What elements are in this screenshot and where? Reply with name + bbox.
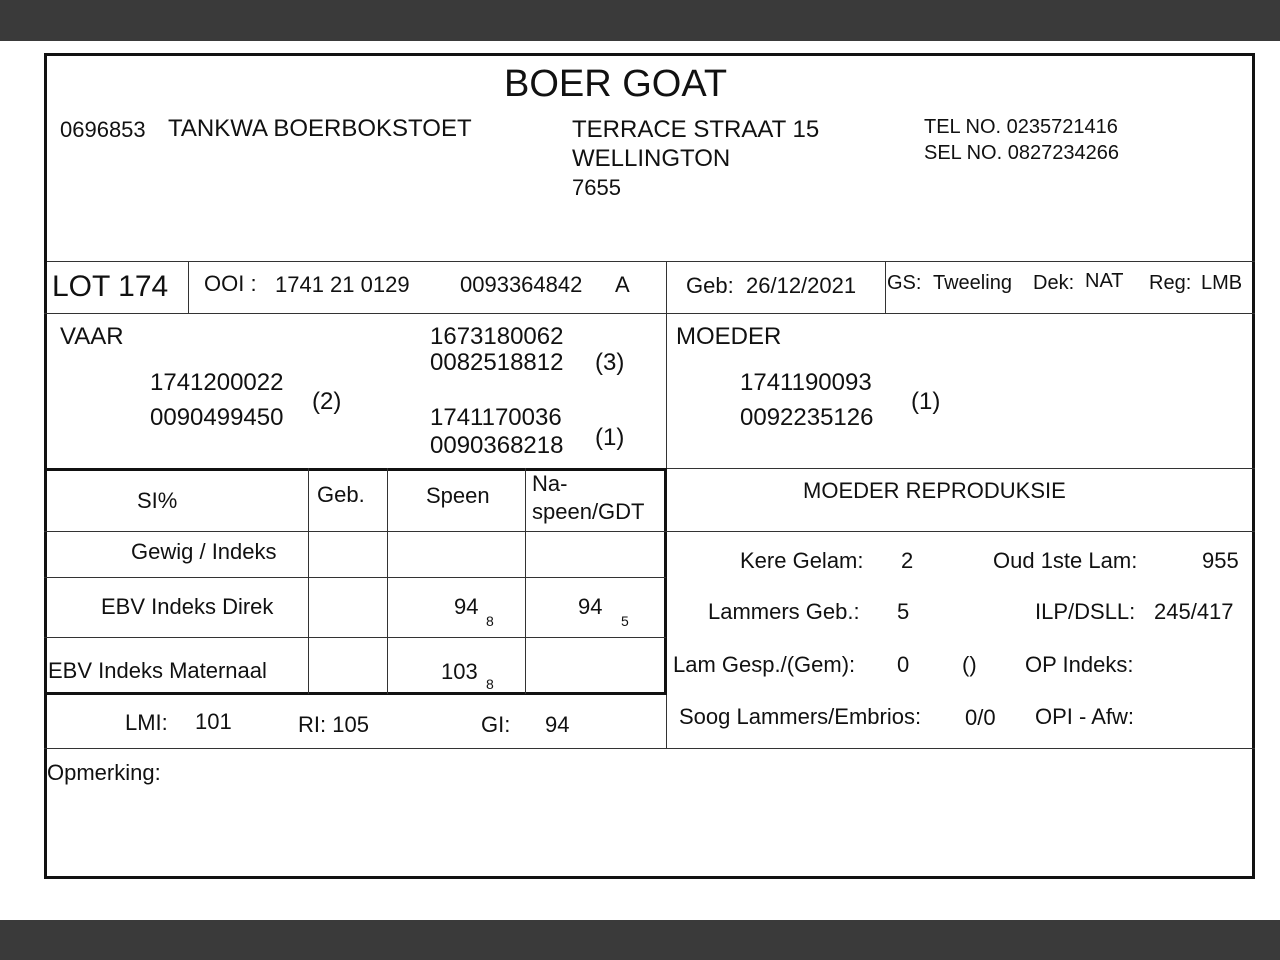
col-header-naspeen-line1: Na- [532,471,568,496]
breeder-address-line1: TERRACE STRAAT 15 [572,116,820,143]
lmi-value: 101 [195,709,232,734]
breeder-address-line3: 7655 [572,175,621,200]
kere-gelam-value: 2 [901,548,914,573]
geb-date: 26/12/2021 [746,273,857,298]
breeder-number: 0696853 [60,117,146,142]
lmi-label: LMI: [125,710,168,735]
ebv-direk-naspeen-sub: 5 [621,613,629,629]
dek-value: NAT [1085,270,1124,292]
lot-card [44,53,1255,879]
gi-value: 94 [545,712,570,737]
vaar-father-count: (3) [595,349,625,376]
index-table-right-line [664,468,667,695]
breeder-name: TANKWA BOERBOKSTOET [168,115,472,142]
row-label-ebv-direk: EBV Indeks Direk [101,594,274,619]
geb-label: Geb: [686,273,734,298]
vaar-mother-count: (1) [595,424,625,451]
pedigree-bottom-line-right [666,468,1255,469]
soog-lammers-value: 0/0 [965,705,996,730]
lot-number: LOT 174 [52,270,169,303]
breeder-address-line2: WELLINGTON [572,145,731,172]
reproduction-title: MOEDER REPRODUKSIE [803,478,1066,503]
row-label-ebv-maternaal: EBV Indeks Maternaal [48,658,267,683]
breeder-sel: SEL NO. 0827234266 [924,142,1119,164]
row-label-gewig: Gewig / Indeks [131,539,277,564]
moeder-label: MOEDER [676,323,782,350]
gs-label: GS: [887,272,922,294]
ooi-id: 1741 21 0129 [275,272,410,297]
lam-gesp-gem: () [962,652,977,677]
lot-divider-3 [885,261,886,313]
ebv-direk-speen-sub: 8 [486,613,494,629]
oud-1ste-lam-label: Oud 1ste Lam: [993,548,1138,573]
lot-divider-2 [666,261,667,313]
index-row-line-2 [44,637,666,638]
index-col-line-3 [525,468,526,694]
col-header-naspeen-line2: speen/GDT [532,499,645,524]
lot-row-bottom-line [44,313,1255,314]
lammers-geb-value: 5 [897,599,910,624]
moeder-count: (1) [911,388,941,415]
ilp-dsll-value: 245/417 [1154,599,1234,624]
bottom-bar [0,920,1280,960]
remarks-label: Opmerking: [47,760,161,785]
vaar-id: 1741200022 [150,369,284,396]
index-col-line-1 [308,468,309,694]
reg-value: LMB [1201,272,1243,294]
ilp-dsll-label: ILP/DSLL: [1035,599,1136,624]
op-indeks-label: OP Indeks: [1025,652,1134,677]
index-col-line-2 [387,468,388,694]
index-table-bottom-line [44,692,666,695]
index-row-line-1 [44,577,666,578]
col-header-geb: Geb. [317,482,365,507]
top-bar [0,0,1280,41]
index-header-line [44,531,1255,532]
lot-row-top-line [44,261,1255,262]
ebv-direk-naspeen: 94 [578,594,603,619]
vaar-label: VAAR [60,323,124,350]
kere-gelam-label: Kere Gelam: [740,548,864,573]
vaar-mother-id: 1741170036 [430,404,562,431]
vaar-father-number: 0082518812 [430,349,564,376]
lot-box-left-line [44,261,47,313]
vaar-father-id: 1673180062 [430,323,564,350]
opi-afw-label: OPI - Afw: [1035,704,1135,729]
lam-gesp-value: 0 [897,652,910,677]
moeder-number: 0092235126 [740,404,874,431]
lot-divider-1 [188,261,189,313]
dek-label: Dek: [1033,272,1075,294]
index-table-top-line [44,468,666,471]
lammers-geb-label: Lammers Geb.: [708,599,860,624]
remarks-top-line [44,748,1255,749]
moeder-id: 1741190093 [740,369,872,396]
gi-label: GI: [481,712,511,737]
ooi-number: 0093364842 [460,272,583,297]
col-header-si: SI% [137,488,178,513]
vaar-mother-number: 0090368218 [430,432,564,459]
ebv-direk-speen: 94 [454,594,479,619]
reg-label: Reg: [1149,272,1192,294]
vaar-count: (2) [312,388,342,415]
oud-1ste-lam-value: 955 [1202,548,1239,573]
breeder-tel: TEL NO. 0235721416 [924,116,1118,138]
ebv-maternaal-speen-sub: 8 [486,676,494,692]
card-title: BOER GOAT [504,63,728,105]
soog-lammers-label: Soog Lammers/Embrios: [679,704,922,729]
ooi-label: OOI : [204,271,257,296]
ri-label: RI: 105 [298,712,369,737]
ooi-grade: A [615,272,630,297]
lam-gesp-label: Lam Gesp./(Gem): [673,652,856,677]
gs-value: Tweeling [933,272,1012,294]
vaar-number: 0090499450 [150,404,284,431]
col-header-speen: Speen [426,483,490,508]
ebv-maternaal-speen: 103 [441,659,478,684]
